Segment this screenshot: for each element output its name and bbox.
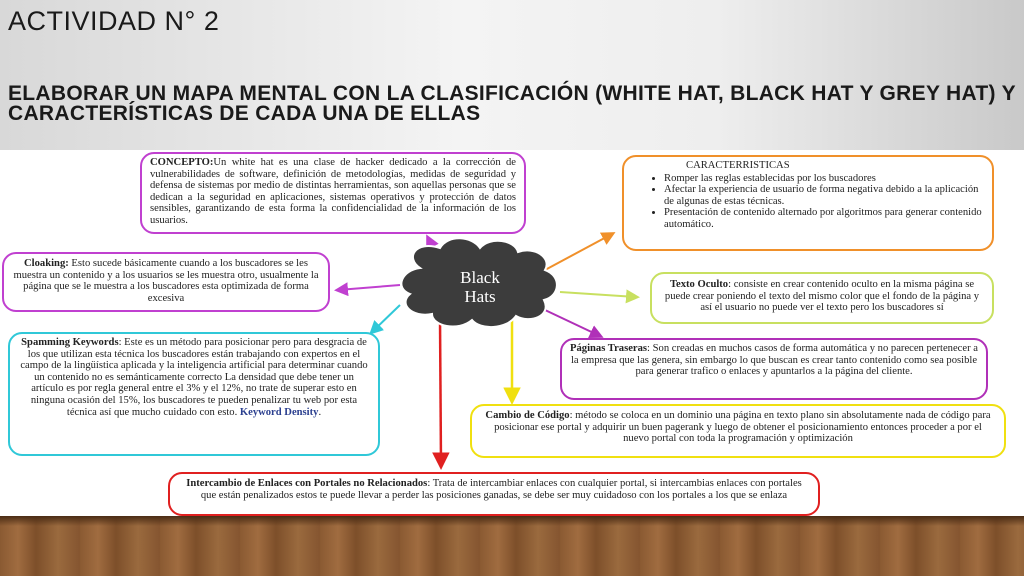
caracteristica-item: • Presentación de contenido alternado por algoritmos para generar contenido automático. [664,207,984,230]
concepto-node [140,152,526,234]
center-label-hats: Hats [464,287,496,306]
intercambio-text: : Trata de intercambiar enlaces con cualquier portal, si intercambias enlaces con portales que están penalizados estos te puede llevar a perder las posiciones ganadas, se debe ser muy cuidadoso con los portales a los que se enlaza [200,478,802,501]
caracteristicas-node [622,155,994,251]
arrow-to-spamming [372,305,400,332]
arrow-to-cloaking [338,285,400,290]
arrow-to-caracteristicas [545,234,612,270]
center-label-black: Black [460,268,500,287]
caracteristicas-list [648,173,984,231]
intercambio-node [168,472,820,516]
arrow-to-intercambio [440,318,441,465]
concepto-label: CONCEPTO: [150,157,214,168]
cambio-codigo-text: : método se coloca en un dominio una página en texto plano sin absolutamente nada de código para posicionar ese portal y adquirir un buen pagerank y luego de obtener el posicionamiento entonces proceder a por el nuevo portal con toda la programación y optimización [494,410,991,445]
cambio-codigo-node [470,404,1006,458]
spamming-label: Spamming Keywords [21,337,119,348]
cloaking-label: Cloaking: [24,258,69,269]
paginas-traseras-text: : Son creadas en muchos casos de forma automática y no parecen pertenecer a la empresa que las genera, sin embargo lo que buscan es crear tanto contenido como sea posible para generar trafico o enlaces y apuntarlos a la página del cliente. [570,343,978,378]
caracteristicas-label: CARACTERRISTICAS [686,160,790,171]
cambio-codigo-label: Cambio de Código [485,410,570,421]
texto-oculto-node [650,272,994,324]
texto-oculto-text: : consiste en crear contenido oculto en la misma página se puede crear poniendo el texto del mismo color que el fondo de la página y así el usuario no puede ver el texto pero los buscadores sí [664,279,980,314]
arrow-to-paginas-traseras [545,310,600,336]
caracteristica-item: • Romper las reglas establecidas por los buscadores [664,173,984,185]
intercambio-label: Intercambio de Enlaces con Portales no Relacionados [186,478,428,489]
texto-oculto-label: Texto Oculto [669,279,729,290]
paginas-traseras-label: Páginas Traseras [570,343,648,354]
slide-subtitle: ELABORAR UN MAPA MENTAL CON LA CLASIFICACIÓN (WHITE HAT, BLACK HAT Y GREY HAT) Y CARACTERÍSTICAS DE CADA UNA DE ELLAS [8,82,1016,125]
cloaking-node [2,252,330,312]
arrow-to-texto-oculto [560,292,636,297]
spamming-tail: . [318,406,322,418]
spamming-node [8,332,380,456]
concepto-text: Un white hat es una clase de hacker dedicado a la corrección de vulnerabilidades de software, definición de metodologías, medidas de seguridad y defensa de sistemas por medio de distintas herramientas, son aquellas personas que se dedican a la seguridad en aplicaciones, sistemas operativos y protección de datos sensibles, garantizando de esta forma la confidencialidad de la información de los usuarios. [150,157,516,226]
paginas-traseras-node [560,338,988,400]
spamming-text: : Este es un método para posicionar pero para desgracia de los que utilizan esta técnica los buscadores están trabajando con expertos en el campo de la lingüística aplicada y la inteligencia artificial para determinar cuando un contenido no es semánticamente correcto La densidad que debe tener un artículo es por regla general entre el 3% y el 12%, no trate de superar esto en ninguna ocasión del 15%, los buscadores te pueden penalizar tu web por esta técnica así que mucho cuidado con esto. [20,337,368,418]
keyword-density-link[interactable]: Keyword Density [239,406,319,418]
slide-title: ACTIVIDAD N° 2 [8,6,220,36]
caracteristica-item: • Afectar la experiencia de usuario de forma negativa debido a la aplicación de algunas de estas técnicas. [664,184,984,207]
cloaking-text: Esto sucede básicamente cuando a los buscadores se les muestra un contenido y a los usuarios se les muestra otro, usualmente la página que se le muestra a los buscadores esta optimizada de forma excesiva [13,258,319,304]
